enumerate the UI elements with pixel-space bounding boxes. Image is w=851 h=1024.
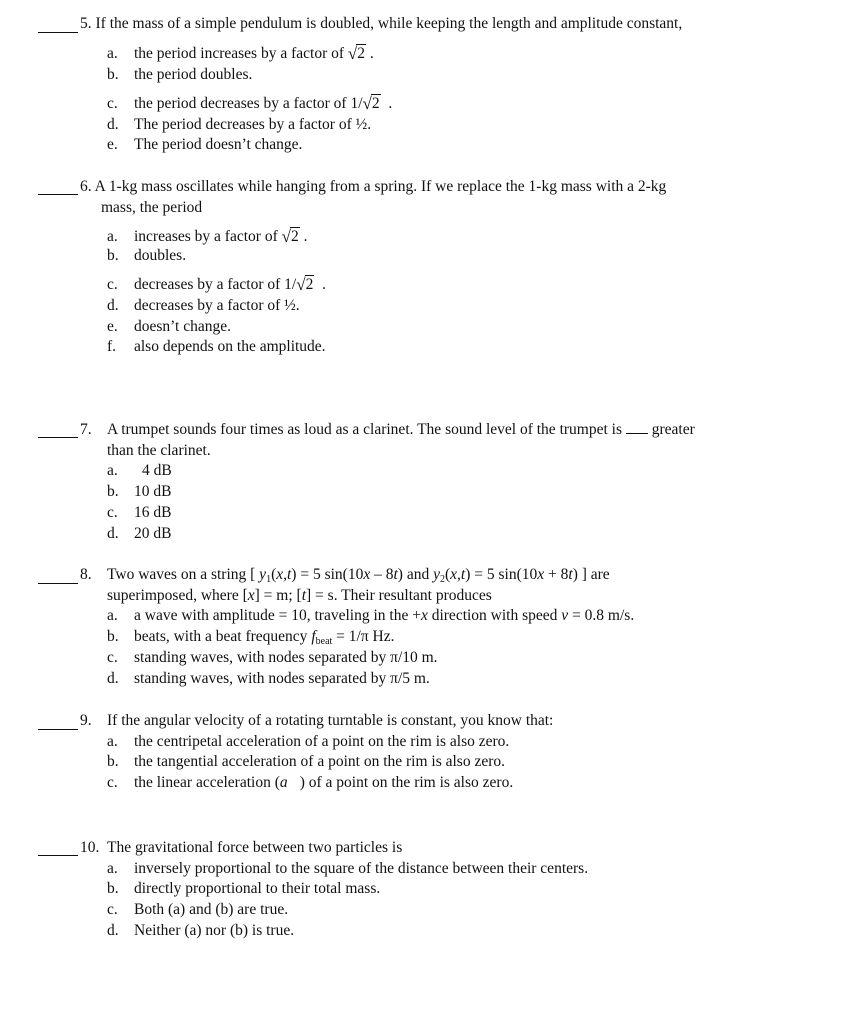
option-letter: a. [107,733,118,750]
option-letter: d. [107,525,119,542]
option-letter: b. [107,880,119,897]
option-9b [107,752,505,772]
option-letter: b. [107,628,119,645]
question-text: superimposed, where [x] = m; [t] = s. Their resultant produces [107,587,492,604]
option-letter: b. [107,66,119,83]
option-letter: a. [107,228,118,245]
option-text: also depends on the amplitude. [134,338,326,355]
option-text: the centripetal acceleration of a point on the rim is also zero. [134,733,510,750]
answer-blank-q6[interactable] [38,180,78,195]
option-letter: a. [107,462,118,479]
option-letter: d. [107,670,119,687]
option-7d [107,524,171,544]
option-text: directly proportional to their total mass. [134,880,381,897]
option-5a: a. the period increases by a factor of √2 . [107,44,374,63]
inline-blank [626,421,648,434]
option-letter: a. [107,45,118,62]
option-text: doubles. [134,247,187,264]
option-letter: c. [107,774,118,791]
option-text: standing waves, with nodes separated by π/10 m. [134,649,438,666]
option-text: Both (a) and (b) are true. [134,901,289,918]
option-8d [107,669,430,689]
option-text: The period decreases by a factor of ½. [134,116,372,133]
option-text: decreases by a factor of ½. [134,297,300,314]
answer-blank-q7[interactable] [38,423,78,438]
option-text: increases by a factor of [134,228,278,245]
question-text: A 1-kg mass oscillates while hanging from a spring. If we replace the 1-kg mass with a 2-kg [94,178,667,195]
option-text: 16 dB [134,504,172,521]
sqrt-symbol: √2 [281,227,299,246]
option-letter: b. [107,247,119,264]
question-text: If the angular velocity of a rotating turntable is constant, you know that: [107,712,554,729]
question-6-stem [80,177,666,197]
option-8c [107,648,438,668]
question-number: 10. [80,839,100,856]
option-text: Neither (a) nor (b) is true. [134,922,295,939]
option-7c [107,503,171,523]
question-number: 7. [80,421,92,438]
option-9c [107,773,513,793]
option-7a [107,461,172,481]
option-9a [107,732,509,752]
option-text: decreases by a factor of 1/ [134,276,297,293]
option-text: doesn’t change. [134,318,231,335]
answer-blank-q5[interactable] [38,18,78,33]
option-text: the linear acceleration (a⃗) of a point on the rim is also zero. [134,774,514,791]
option-letter: b. [107,483,119,500]
question-8-stem-cont [107,586,492,606]
option-6e [107,317,231,337]
sqrt-symbol: √2 [296,275,314,294]
question-text: greater [651,421,695,438]
question-7-stem [80,420,695,440]
option-letter: c. [107,95,118,112]
question-text: than the clarinet. [107,442,211,459]
option-6d [107,296,300,316]
answer-blank-q10[interactable] [38,841,78,856]
option-text: inversely proportional to the square of the distance between their centers. [134,860,589,877]
option-letter: d. [107,116,119,133]
question-6-stem-cont [101,198,202,218]
question-8-stem [80,565,610,585]
option-10b [107,879,380,899]
option-5d [107,115,371,135]
option-text: the period doubles. [134,66,253,83]
option-6a: a. increases by a factor of √2 . [107,227,308,246]
question-number: 6. [80,178,92,195]
option-letter: d. [107,922,119,939]
option-letter: e. [107,318,118,335]
option-letter: f. [107,338,117,355]
option-7b [107,482,171,502]
option-10c [107,900,288,920]
answer-blank-q9[interactable] [38,715,78,730]
option-6c: c. decreases by a factor of 1/√2 . [107,275,326,294]
question-text: A trumpet sounds four times as loud as a clarinet. The sound level of the trumpet is [107,421,622,438]
option-letter: b. [107,753,119,770]
question-10-stem [80,838,402,858]
option-letter: c. [107,276,118,293]
option-text: the tangential acceleration of a point on the rim is also zero. [134,753,506,770]
option-text: 20 dB [134,525,172,542]
option-letter: c. [107,504,118,521]
option-6b [107,246,186,266]
option-5b [107,65,252,85]
answer-blank-q8[interactable] [38,569,78,584]
question-text: The gravitational force between two particles is [107,839,403,856]
option-5e [107,135,302,155]
sqrt-symbol: √2 [362,94,380,113]
question-text: If the mass of a simple pendulum is doubled, while keeping the length and amplitude constant, [95,15,683,32]
question-9-stem [80,711,553,731]
option-letter: e. [107,136,118,153]
option-text: the period increases by a factor of [134,45,345,62]
question-number: 8. [80,566,92,583]
option-text: 4 dB [142,462,172,479]
sqrt-symbol: √2 [347,44,365,63]
option-text: beats, with a beat frequency $f_{beat} = 1/\pi$ Hz. [134,628,395,647]
option-text: standing waves, with nodes separated by π/5 m. [134,670,430,687]
question-number: 9. [80,712,92,729]
option-5c: c. the period decreases by a factor of 1/√2 . [107,94,393,113]
question-number: 5. [80,15,92,32]
option-text: 10 dB [134,483,172,500]
question-text: Two waves on a string [ $y_1(x,t) = 5$ sin(10x – 8t) and $y_2(x,t) = 5$ sin(10x + 8t) ] are [107,566,610,585]
option-letter: c. [107,649,118,666]
option-10a [107,859,588,879]
question-text: mass, the period [101,199,203,216]
option-letter: a. [107,860,118,877]
option-text: The period doesn’t change. [134,136,303,153]
option-8a [107,606,634,626]
option-10d [107,921,294,941]
option-letter: c. [107,901,118,918]
question-7-stem-cont [107,441,211,461]
option-6f [107,337,326,357]
option-letter: d. [107,297,119,314]
question-5-stem [80,14,682,34]
option-text: a wave with amplitude = 10, traveling in the +x direction with speed v = 0.8 m/s. [134,607,635,624]
option-text: the period decreases by a factor of 1/ [134,95,363,112]
option-8b [107,627,394,647]
option-letter: a. [107,607,118,624]
